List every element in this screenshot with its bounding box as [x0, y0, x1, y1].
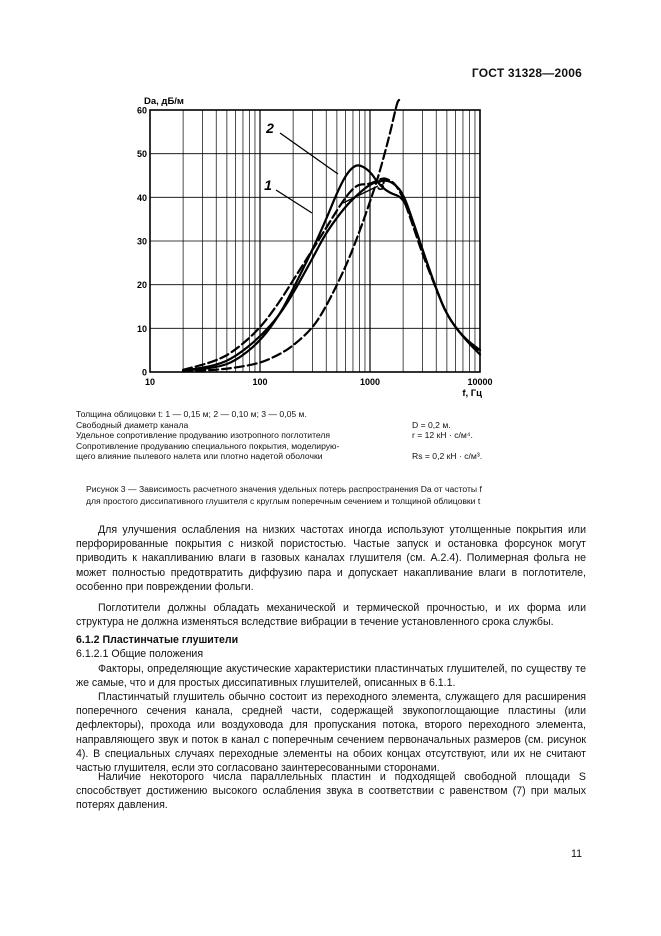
paragraph: Пластинчатый глушитель обычно состоит из переходного элемента, служащего для расширения поперечного сечения канала, средней части, содержащей звукопоглощающие пластины (или дефлекторы), прохода или воздуховода для пропускания потока, второго переходного элемента, направляющего звук и поток в канал с поперечным сечением первоначальных размеров (см. рисунок 4). В специальных случаях переходные элементы на обоих концах отсутствуют, или их не считают частью глушителя, если это согласовано заинтересованными сторонами.: [76, 691, 586, 775]
curve-label: 2: [266, 120, 274, 136]
figure-caption: [86, 484, 566, 507]
figure-parameters: [76, 409, 506, 462]
x-tick-label: 10000: [467, 377, 493, 387]
paragraph: Факторы, определяющие акустические характеристики пластинчатых глушителей, по существу те же самые, что и для простых диссипативных глушителей, описанных в 6.1.1.: [76, 663, 586, 690]
caption-line: для простого диссипативного глушителя с круглым поперечным сечением и толщиной облицовки t: [86, 495, 481, 506]
param-row: [76, 441, 506, 452]
param-value: r = 12 кН · с/м⁴.: [412, 430, 473, 441]
series-line: [183, 181, 480, 371]
paragraph: Наличие некоторого числа параллельных пластин и подходящей свободной площади S способствует достижению высокого ослабления звука в соответствии с равенством (7) при малых потерях давления.: [76, 771, 586, 812]
attenuation-chart: [0, 0, 661, 400]
param-label: Толщина облицовки t: 1 — 0,15 м; 2 — 0,10 м; 3 — 0,05 м.: [76, 409, 307, 419]
y-tick-label: 30: [136, 236, 147, 247]
param-label: Удельное сопротивление продуванию изотропного поглотителя: [76, 430, 331, 441]
section-heading: 6.1.2 Пластинчатые глушители: [76, 634, 239, 646]
y-tick-label: 0: [141, 367, 147, 378]
document-code: ГОСТ 31328—2006: [471, 66, 582, 80]
series-line: [183, 165, 480, 370]
paragraph: Поглотители должны обладать механической и термической прочностью, и их форма или структура не должна изменяться вследствие вибрации в течение установленного срока службы.: [76, 602, 586, 629]
curve-label: 3: [377, 177, 385, 193]
param-row: [76, 451, 506, 462]
y-axis-title: Da, дБ/м: [144, 96, 184, 107]
y-tick-label: 50: [136, 149, 147, 160]
param-label: Свободный диаметр канала: [76, 419, 189, 430]
subsection-heading: 6.1.2.1 Общие положения: [76, 648, 204, 660]
x-tick-label: 10: [144, 377, 156, 387]
x-tick-label: 100: [252, 377, 268, 387]
param-row: [76, 409, 506, 420]
curve-label: 1: [264, 177, 272, 193]
y-tick-label: 20: [136, 280, 147, 291]
x-tick-label: 1000: [359, 377, 381, 387]
page-number: 11: [571, 848, 582, 860]
x-axis-title: f, Гц: [462, 388, 482, 399]
param-value: Rs = 0,2 кН · с/м³.: [412, 451, 483, 462]
param-label: щего влияние пылевого налета или плотно надетой оболочки: [76, 451, 323, 462]
param-label: Сопротивление продуванию специального покрытия, моделирую-: [76, 440, 340, 451]
y-tick-label: 60: [136, 105, 147, 116]
paragraph: Для улучшения ослабления на низких частотах иногда используют утолщенные покрытия или перфорированные покрытия с низкой пористостью. Частые запуск и остановка форсунок могут приводить к накапливанию влаги в газовых каналах глушителя (см. А.2.4). Полимерная фольга не может полностью предотвратить диффузию пара и допускает накапливание влаги в поглотителе, особенно при повреждении фольги.: [76, 524, 586, 593]
callout-leader: [276, 190, 312, 213]
y-tick-label: 40: [136, 192, 147, 203]
caption-line: Рисунок 3 — Зависимость расчетного значения удельных потерь распространения Da от частоты f: [86, 484, 482, 494]
param-row: [76, 430, 506, 441]
param-row: [76, 420, 506, 431]
y-tick-label: 10: [136, 323, 147, 334]
param-value: D = 0,2 м.: [412, 419, 451, 430]
